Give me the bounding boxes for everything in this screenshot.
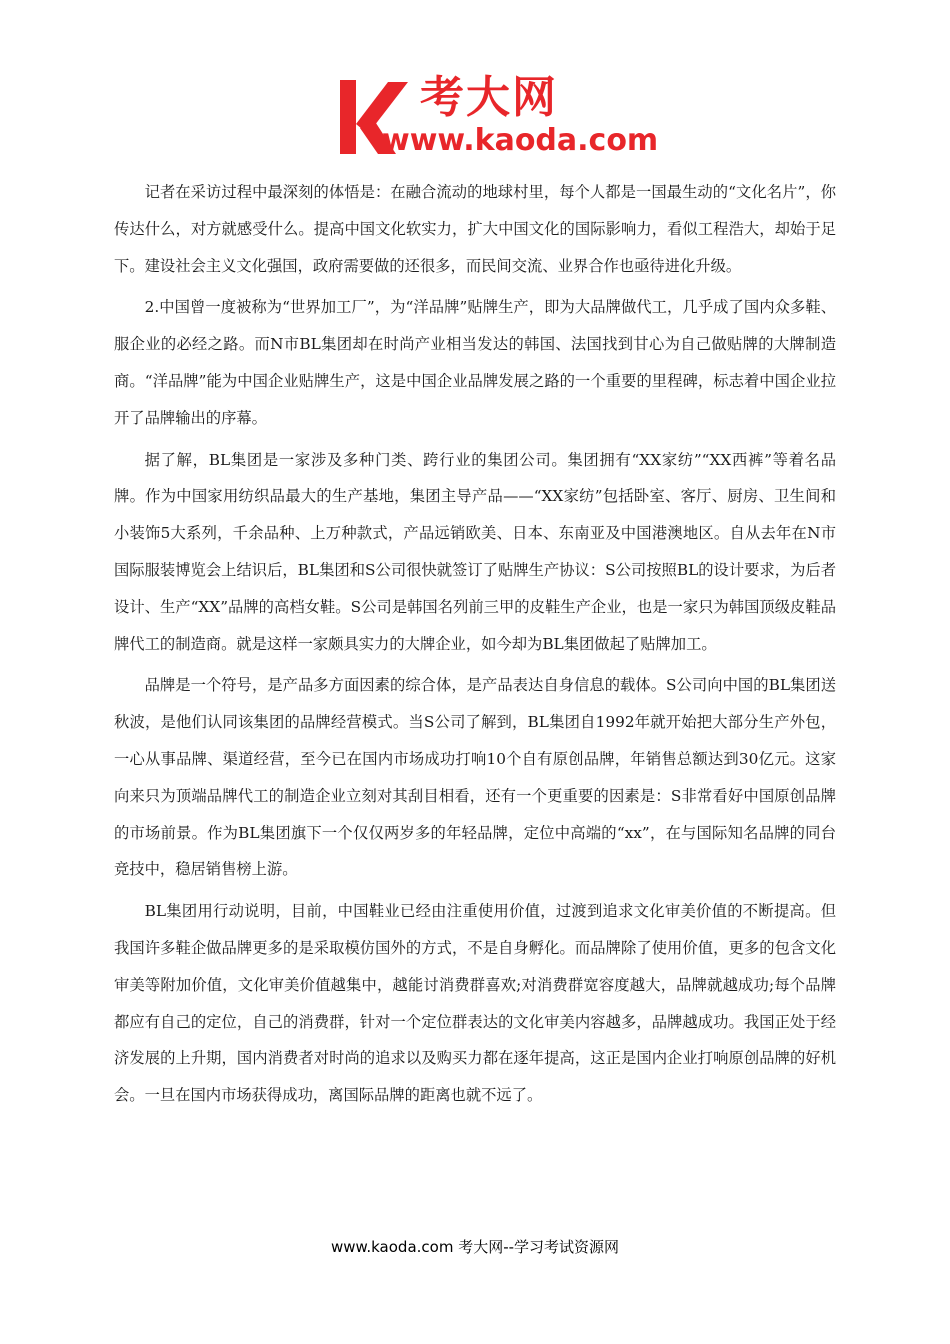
- brand-url: www.kaoda.com: [382, 123, 659, 158]
- paragraph: BL集团用行动说明，目前，中国鞋业已经由注重使用价值，过渡到追求文化审美价值的不断提高。但我国许多鞋企做品牌更多的是采取模仿国外的方式，不是自身孵化。而品牌除了使用价值，更多的包含文化审美等附加价值，文化审美价值越集中，越能讨消费群喜欢;对消费群宽容度越大，品牌就越成功;每个品牌都应有自己的定位，自己的消费群，针对一个定位群表达的文化审美内容越多，品牌越成功。我国正处于经济发展的上升期，国内消费者对时尚的追求以及购买力都在逐年提高，这正是国内企业打响原创品牌的好机会。一旦在国内市场获得成功，离国际品牌的距离也就不远了。: [114, 902, 836, 1105]
- page-footer: www.kaoda.com 考大网--学习考试资源网: [330, 1238, 620, 1256]
- paragraph: 据了解，BL集团是一家涉及多种门类、跨行业的集团公司。集团拥有“XX家纺”“XX西裤”等着名品牌。作为中国家用纺织品最大的生产基地，集团主导产品——“XX家纺”包括卧室、客厅、厨房、卫生间和小装饰5大系列，千余品种、上万种款式，产品远销欧美、日本、东南亚及中国港澳地区。自从去年在N市国际服装博览会上结识后，BL集团和S公司很快就签订了贴牌生产协议：S公司按照BL的设计要求，为后者设计、生产“XX”品牌的高档女鞋。S公司是韩国名列前三甲的皮鞋生产企业，也是一家只为韩国顶级皮鞋品牌代工的制造商。就是这样一家颇具实力的大牌企业，如今却为BL集团做起了贴牌加工。: [114, 450, 836, 653]
- brand-name: 考大网: [420, 72, 558, 123]
- paragraph: 2.中国曾一度被称为“世界加工厂”，为“洋品牌”贴牌生产，即为大品牌做代工，几乎成了国内众多鞋、服企业的必经之路。而N市BL集团却在时尚产业相当发达的韩国、法国找到甘心为自己做贴牌的大牌制造商。“洋品牌”能为中国企业贴牌生产，这是中国企业品牌发展之路的一个重要的里程碑，标志着中国企业拉开了品牌输出的序幕。: [114, 298, 836, 427]
- site-logo: [338, 72, 659, 160]
- paragraph: 记者在采访过程中最深刻的体悟是：在融合流动的地球村里，每个人都是一国最生动的“文化名片”，你传达什么，对方就感受什么。提高中国文化软实力，扩大中国文化的国际影响力，看似工程浩大，却始于足下。建设社会主义文化强国，政府需要做的还很多，而民间交流、业界合作也亟待进化升级。: [114, 183, 836, 275]
- article-body: [114, 174, 836, 1119]
- paragraph: 品牌是一个符号，是产品多方面因素的综合体，是产品表达自身信息的载体。S公司向中国的BL集团送秋波，是他们认同该集团的品牌经营模式。当S公司了解到，BL集团自1992年就开始把大部分生产外包，一心从事品牌、渠道经营，至今已在国内市场成功打响10个自有原创品牌，年销售总额达到30亿元。这家向来只为顶端品牌代工的制造企业立刻对其刮目相看，还有一个更重要的因素是：S非常看好中国原创品牌的市场前景。作为BL集团旗下一个仅仅两岁多的年轻品牌，定位中高端的“xx”，在与国际知名品牌的同台竞技中，稳居销售榜上游。: [114, 676, 836, 879]
